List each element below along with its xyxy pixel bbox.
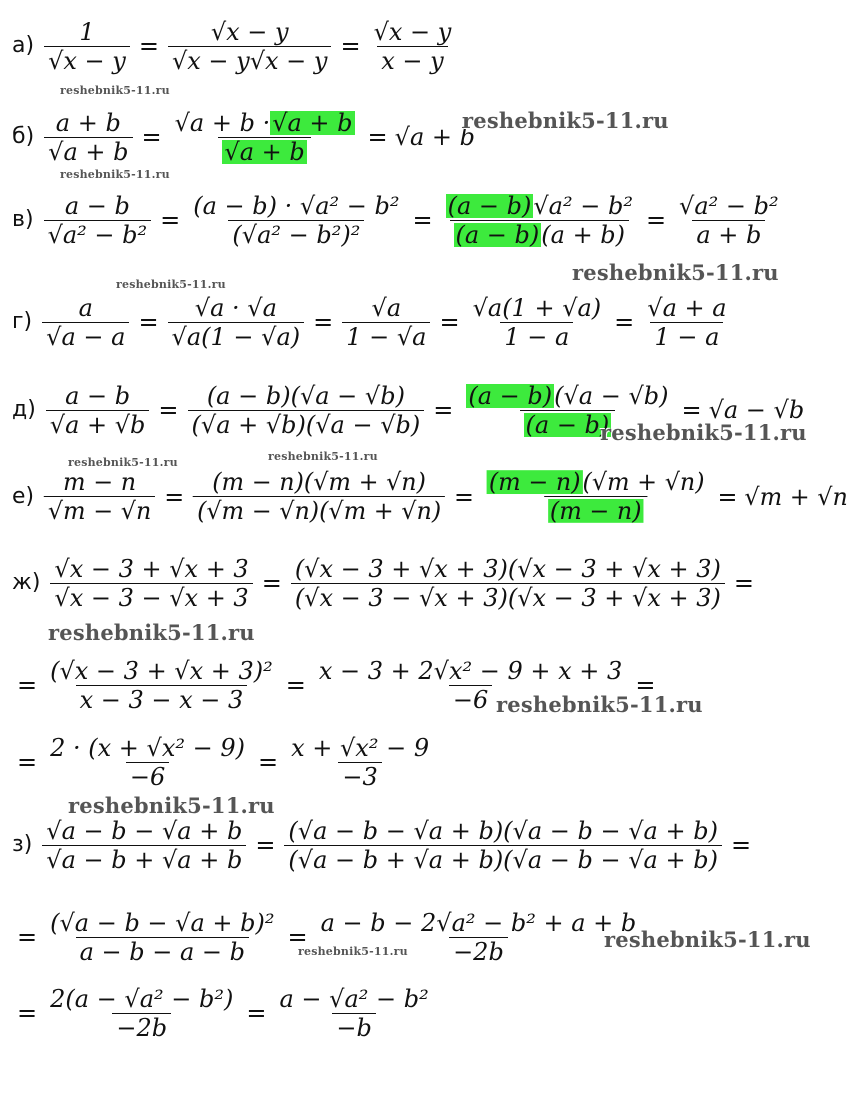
expression: √a − b − √a + b bbox=[46, 816, 243, 845]
denominator bbox=[291, 583, 725, 612]
equals-sign: = bbox=[138, 32, 159, 60]
numerator bbox=[46, 985, 237, 1013]
denominator bbox=[193, 496, 445, 525]
equals-sign: = bbox=[340, 32, 361, 60]
denominator bbox=[692, 220, 765, 249]
numerator bbox=[46, 734, 249, 762]
expression: (√a − b + √a + b)(√a − b − √a + b) bbox=[288, 845, 718, 874]
watermark: reshebnik5-11.ru bbox=[298, 945, 408, 958]
numerator bbox=[643, 294, 730, 322]
numerator bbox=[284, 817, 722, 845]
highlighted-term: (m − n) bbox=[549, 496, 642, 525]
equals-sign: = bbox=[730, 831, 752, 859]
equals-sign: = bbox=[17, 923, 38, 951]
fraction bbox=[342, 294, 430, 351]
watermark: reshebnik5-11.ru bbox=[572, 260, 779, 285]
equals-sign: = bbox=[160, 206, 181, 234]
fraction bbox=[188, 382, 425, 439]
denominator bbox=[332, 1013, 375, 1042]
expression: √a · √a bbox=[194, 293, 277, 322]
numerator bbox=[42, 817, 246, 845]
numerator bbox=[469, 294, 606, 322]
equals-sign: = bbox=[439, 308, 460, 336]
fraction bbox=[46, 382, 150, 439]
highlighted-term: (a − b) bbox=[455, 220, 540, 249]
expression: (√x − 3 − √x + 3)(√x − 3 + √x + 3) bbox=[294, 583, 721, 612]
expression: 1 − a bbox=[654, 322, 720, 351]
expression: a + b bbox=[55, 108, 121, 137]
expression: (√a + √b)(√a − √b) bbox=[191, 410, 421, 439]
highlighted-term: (m − n) bbox=[488, 467, 581, 496]
expression: √x − y√x − y bbox=[171, 46, 328, 75]
numerator bbox=[483, 468, 709, 496]
equals-sign: = bbox=[138, 308, 159, 336]
part-z-line-3 bbox=[10, 985, 435, 1042]
denominator bbox=[44, 220, 152, 249]
numerator bbox=[315, 657, 626, 685]
denominator bbox=[338, 762, 381, 791]
expression: √a² − b² bbox=[47, 220, 148, 249]
expression: x − 3 + 2√x² − 9 + x + 3 bbox=[318, 656, 623, 685]
expression: a − b bbox=[64, 191, 130, 220]
fraction bbox=[275, 985, 432, 1042]
denominator bbox=[42, 845, 246, 874]
numerator bbox=[75, 18, 98, 46]
fraction bbox=[675, 192, 783, 249]
expression: x − 3 − x − 3 bbox=[79, 685, 244, 714]
fraction bbox=[287, 734, 433, 791]
fraction bbox=[291, 555, 725, 612]
expression: (√a − √b) bbox=[554, 381, 669, 410]
fraction bbox=[44, 192, 152, 249]
highlighted-term: (a − b) bbox=[525, 410, 610, 439]
expression: a − b − a − b bbox=[79, 937, 246, 966]
equals-sign: = bbox=[645, 206, 667, 234]
fraction bbox=[171, 109, 359, 166]
equals-sign: = bbox=[17, 671, 38, 699]
numerator bbox=[171, 109, 359, 137]
denominator bbox=[112, 1013, 171, 1042]
numerator bbox=[287, 734, 433, 762]
denominator bbox=[44, 496, 155, 525]
equals-sign: = bbox=[733, 569, 754, 597]
fraction bbox=[442, 192, 637, 249]
expression: √m + √n bbox=[744, 482, 848, 510]
part-v bbox=[12, 192, 785, 249]
denominator bbox=[46, 410, 150, 439]
denominator bbox=[342, 322, 430, 351]
part-label: з) bbox=[12, 832, 33, 857]
watermark: reshebnik5-11.ru bbox=[604, 927, 811, 952]
equals-sign: = bbox=[285, 671, 306, 699]
expression: 1 bbox=[79, 17, 95, 46]
denominator bbox=[377, 46, 447, 75]
part-label: г) bbox=[12, 309, 33, 334]
expression: √a(1 − √a) bbox=[171, 322, 301, 351]
expression: 1 − √a bbox=[346, 322, 427, 351]
denominator bbox=[44, 46, 130, 75]
expression: √a + b bbox=[48, 137, 129, 166]
fraction bbox=[370, 18, 456, 75]
equals-sign: = bbox=[17, 748, 38, 776]
fraction bbox=[168, 18, 332, 75]
numerator bbox=[75, 294, 97, 322]
expression: √a² − b² bbox=[533, 191, 633, 220]
fraction bbox=[189, 192, 403, 249]
numerator bbox=[462, 382, 672, 410]
denominator bbox=[449, 685, 492, 714]
expression: (√a − b − √a + b)² bbox=[50, 908, 275, 937]
denominator bbox=[42, 322, 129, 351]
highlighted-term: √a + b bbox=[272, 108, 353, 137]
numerator bbox=[50, 555, 252, 583]
expression: √m − √n bbox=[47, 496, 152, 525]
numerator bbox=[442, 192, 637, 220]
denominator bbox=[50, 583, 252, 612]
expression: −3 bbox=[342, 762, 378, 791]
numerator bbox=[207, 18, 293, 46]
expression: m − n bbox=[63, 467, 137, 496]
expression: √a + b · bbox=[174, 108, 271, 137]
denominator bbox=[168, 322, 305, 351]
equals-sign: = bbox=[141, 123, 162, 151]
expression: a − b bbox=[65, 381, 131, 410]
denominator bbox=[76, 937, 249, 966]
expression: √a − b + √a + b bbox=[46, 845, 243, 874]
numerator bbox=[275, 985, 432, 1013]
watermark: reshebnik5-11.ru bbox=[48, 620, 255, 645]
part-e bbox=[12, 468, 848, 525]
expression: a + b bbox=[696, 220, 762, 249]
part-label: а) bbox=[12, 33, 35, 58]
numerator bbox=[52, 109, 125, 137]
denominator bbox=[168, 46, 332, 75]
expression: √x − y bbox=[210, 17, 289, 46]
expression: √a − a bbox=[46, 322, 126, 351]
denominator bbox=[449, 937, 508, 966]
expression: −2b bbox=[453, 937, 504, 966]
expression: (√x − 3 + √x + 3)(√x − 3 + √x + 3) bbox=[294, 554, 721, 583]
watermark: reshebnik5-11.ru bbox=[68, 793, 275, 818]
numerator bbox=[317, 909, 641, 937]
watermark: reshebnik5-11.ru bbox=[68, 456, 178, 469]
denominator bbox=[126, 762, 169, 791]
expression: (m − n)(√m + √n) bbox=[212, 467, 426, 496]
denominator bbox=[544, 496, 648, 525]
denominator bbox=[500, 322, 573, 351]
part-label: е) bbox=[12, 483, 34, 508]
expression: 2 · (x + √x² − 9) bbox=[50, 733, 245, 762]
numerator bbox=[191, 294, 281, 322]
fraction bbox=[46, 909, 278, 966]
equals-sign: = bbox=[17, 999, 38, 1027]
expression: −b bbox=[336, 1013, 372, 1042]
expression: a bbox=[78, 293, 93, 322]
numerator bbox=[61, 192, 134, 220]
fraction bbox=[46, 657, 277, 714]
equals-sign: = bbox=[164, 482, 185, 510]
part-label: д) bbox=[12, 397, 36, 422]
watermark: reshebnik5-11.ru bbox=[116, 278, 226, 291]
highlighted-term: (a − b) bbox=[447, 191, 532, 220]
expression: (√a² − b²)² bbox=[232, 220, 361, 249]
expression: (√x − 3 + √x + 3)² bbox=[50, 656, 273, 685]
expression: √a + b bbox=[394, 123, 475, 151]
expression: −2b bbox=[116, 1013, 168, 1042]
expression: (a − b) · √a² − b² bbox=[193, 191, 400, 220]
equals-sign: = bbox=[454, 482, 474, 510]
equals-sign: = bbox=[412, 206, 433, 234]
equals-sign: = bbox=[433, 396, 454, 424]
highlighted-term: √a + b bbox=[224, 137, 305, 166]
watermark: reshebnik5-11.ru bbox=[462, 108, 669, 133]
fraction bbox=[50, 555, 252, 612]
expression: a − b − 2√a² − b² + a + b bbox=[320, 908, 637, 937]
numerator bbox=[61, 382, 134, 410]
numerator bbox=[59, 468, 140, 496]
expression: 1 − a bbox=[504, 322, 570, 351]
fraction bbox=[42, 817, 246, 874]
watermark: reshebnik5-11.ru bbox=[60, 168, 170, 181]
fraction bbox=[42, 294, 129, 351]
denominator bbox=[450, 220, 630, 249]
expression: √a(1 + √a) bbox=[472, 293, 602, 322]
equals-sign: = bbox=[255, 831, 276, 859]
denominator bbox=[650, 322, 723, 351]
expression: √a − √b bbox=[708, 396, 805, 424]
fraction bbox=[46, 734, 249, 791]
denominator bbox=[218, 137, 310, 166]
expression: √x − 3 − √x + 3 bbox=[54, 583, 249, 612]
equals-sign: = bbox=[158, 396, 179, 424]
part-b bbox=[12, 109, 475, 166]
watermark: reshebnik5-11.ru bbox=[60, 84, 170, 97]
denominator bbox=[76, 685, 248, 714]
equals-sign: = bbox=[367, 123, 388, 151]
watermark: reshebnik5-11.ru bbox=[600, 420, 807, 445]
expression: (a − b)(√a − √b) bbox=[206, 381, 405, 410]
highlighted-term: (a − b) bbox=[468, 381, 553, 410]
numerator bbox=[208, 468, 430, 496]
watermark: reshebnik5-11.ru bbox=[268, 450, 378, 463]
equals-sign: = bbox=[246, 999, 267, 1027]
numerator bbox=[370, 18, 456, 46]
expression: 2(a − √a² − b²) bbox=[50, 984, 234, 1013]
watermark: reshebnik5-11.ru bbox=[496, 692, 703, 717]
denominator bbox=[228, 220, 364, 249]
fraction bbox=[46, 985, 237, 1042]
denominator bbox=[284, 845, 722, 874]
expression: −6 bbox=[129, 762, 166, 791]
equals-sign: = bbox=[717, 482, 738, 510]
numerator bbox=[203, 382, 409, 410]
fraction bbox=[483, 468, 709, 525]
fraction bbox=[168, 294, 305, 351]
fraction bbox=[469, 294, 606, 351]
fraction bbox=[284, 817, 722, 874]
expression: √x − y bbox=[48, 46, 126, 75]
equals-sign: = bbox=[257, 748, 279, 776]
denominator bbox=[44, 137, 132, 166]
part-zh-line-3 bbox=[10, 734, 435, 791]
expression: √x − 3 + √x + 3 bbox=[54, 554, 249, 583]
expression: a − √a² − b² bbox=[279, 984, 429, 1013]
part-label: в) bbox=[12, 207, 34, 232]
expression: √a + a bbox=[647, 293, 727, 322]
expression: √a bbox=[371, 293, 402, 322]
expression: √a² − b² bbox=[679, 191, 779, 220]
expression: √x − y bbox=[373, 17, 452, 46]
numerator bbox=[46, 657, 277, 685]
numerator bbox=[291, 555, 725, 583]
equals-sign: = bbox=[287, 923, 308, 951]
equals-sign: = bbox=[614, 308, 635, 336]
numerator bbox=[675, 192, 783, 220]
equals-sign: = bbox=[681, 396, 702, 424]
expression: x − y bbox=[381, 46, 444, 75]
equals-sign: = bbox=[261, 569, 282, 597]
part-g bbox=[12, 294, 733, 351]
expression: −6 bbox=[452, 685, 489, 714]
part-label: б) bbox=[12, 124, 35, 149]
part-label: ж) bbox=[12, 570, 41, 595]
fraction bbox=[44, 18, 130, 75]
expression: (a + b) bbox=[541, 220, 626, 249]
numerator bbox=[189, 192, 403, 220]
part-zh-line-1 bbox=[12, 555, 761, 612]
fraction bbox=[44, 468, 155, 525]
part-z-line-1 bbox=[12, 817, 758, 874]
numerator bbox=[368, 294, 406, 322]
expression: (√a − b − √a + b)(√a − b − √a + b) bbox=[288, 816, 718, 845]
denominator bbox=[188, 410, 425, 439]
numerator bbox=[46, 909, 278, 937]
expression: (√m − √n)(√m + √n) bbox=[197, 496, 442, 525]
equals-sign: = bbox=[635, 671, 656, 699]
expression: x + √x² − 9 bbox=[291, 733, 430, 762]
fraction bbox=[44, 109, 132, 166]
equals-sign: = bbox=[313, 308, 334, 336]
expression: √a + √b bbox=[49, 410, 146, 439]
part-a bbox=[12, 18, 457, 75]
expression: (√m + √n) bbox=[582, 467, 705, 496]
fraction bbox=[193, 468, 445, 525]
fraction bbox=[643, 294, 730, 351]
